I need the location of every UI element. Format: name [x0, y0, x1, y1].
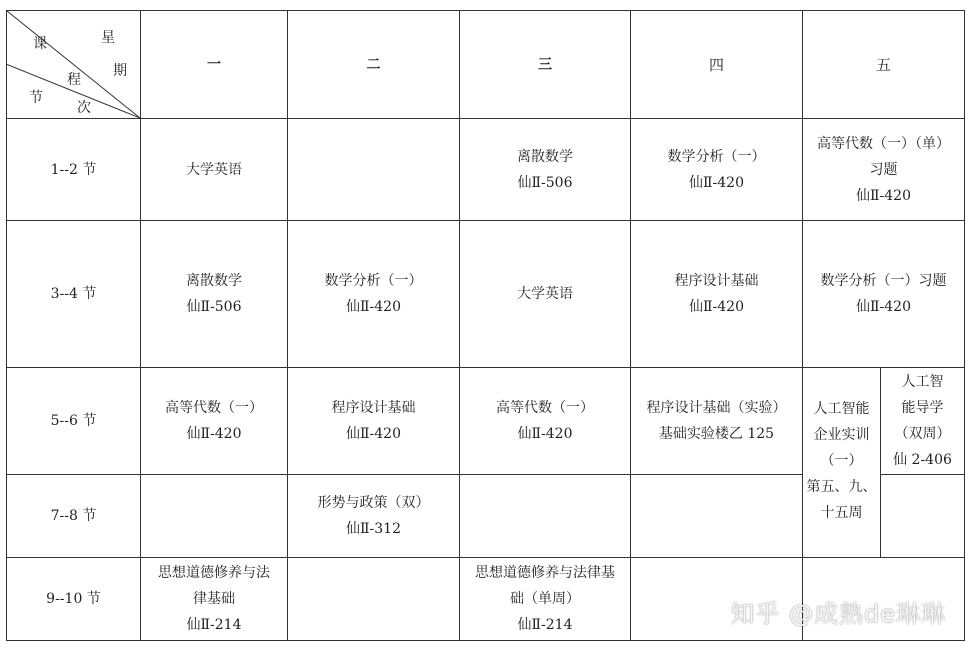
- day-header-wed: 三: [460, 11, 631, 119]
- watermark: 知乎 @成熟de琳琳: [730, 600, 946, 628]
- cell-r1-mon: [141, 119, 288, 221]
- cell-r2-wed: [460, 221, 631, 368]
- cell-text-line: 第五、九、: [806, 479, 877, 495]
- cell-text-line: 仙Ⅱ-420: [346, 426, 401, 442]
- corner-label-qi: 期: [113, 63, 127, 79]
- cell-text-line: 程序设计基础: [331, 400, 416, 416]
- cell-text-line: 数学分析（一）: [324, 273, 423, 289]
- cell-text-line: 仙Ⅱ-420: [517, 426, 573, 442]
- cell-text-line: 础（单周）: [510, 591, 580, 607]
- timetable: [6, 10, 965, 641]
- cell-text-line: 高等代数（一）: [496, 400, 594, 416]
- cell-fri-ai-intro: [881, 368, 965, 475]
- cell-r5-wed: [460, 558, 631, 641]
- cell-text-line: 企业实训: [813, 427, 870, 443]
- period-label-2: 3--4 节: [7, 221, 141, 368]
- cell-r1-tue: [288, 119, 460, 221]
- cell-text-line: 程序设计基础（实验）: [646, 400, 787, 416]
- cell-r5-mon: [141, 558, 288, 641]
- period-label-5: 9--10 节: [7, 558, 141, 641]
- cell-r1-wed: [460, 119, 631, 221]
- corner-header: [7, 11, 141, 119]
- cell-r3-thu: [631, 368, 803, 475]
- corner-label-cheng: 程: [67, 72, 81, 88]
- cell-text-line: 大学英语: [186, 161, 242, 178]
- cell-text-line: 大学英语: [517, 286, 573, 302]
- cell-text-line: 离散数学: [517, 148, 573, 165]
- cell-text-line: 仙Ⅱ-420: [856, 187, 911, 204]
- corner-label-ci: 次: [77, 100, 91, 116]
- day-header-thu: 四: [631, 11, 803, 119]
- cell-text-line: 人工智: [901, 374, 944, 390]
- cell-text-line: 基础实验楼乙 125: [658, 426, 775, 442]
- period-label-4: 7--8 节: [7, 475, 141, 558]
- cell-text-line: 仙Ⅱ-420: [856, 299, 911, 315]
- cell-r4-mon: [141, 475, 288, 558]
- cell-r2-fri: [803, 221, 965, 368]
- cell-text-line: 形势与政策（双）: [317, 495, 430, 511]
- cell-r4-fri-b: [881, 475, 965, 558]
- cell-text-line: 仙Ⅱ-420: [346, 299, 401, 315]
- cell-text-line: 离散数学: [186, 273, 242, 289]
- cell-r4-thu: [631, 475, 803, 558]
- cell-r4-tue: [288, 475, 460, 558]
- cell-fri-ai-training: [803, 368, 881, 558]
- cell-text-line: 程序设计基础: [674, 273, 759, 289]
- cell-r5-tue: [288, 558, 460, 641]
- cell-r1-thu: [631, 119, 803, 221]
- cell-r2-mon: [141, 221, 288, 368]
- corner-label-jie: 节: [29, 90, 43, 106]
- period-label-1: 1--2 节: [7, 119, 141, 221]
- cell-text-line: 高等代数（一）: [165, 400, 263, 416]
- cell-text-line: 仙Ⅱ-312: [346, 521, 401, 537]
- cell-text-line: （双周）: [894, 426, 951, 442]
- cell-r4-wed: [460, 475, 631, 558]
- cell-r2-thu: [631, 221, 803, 368]
- cell-r3-tue: [288, 368, 460, 475]
- cell-text-line: 思想道德修养与法: [158, 565, 270, 581]
- cell-text-line: 能导学: [901, 400, 944, 416]
- cell-text-line: 人工智能: [813, 401, 870, 417]
- cell-text-line: 仙Ⅱ-420: [689, 174, 744, 191]
- cell-text-line: （一）: [820, 453, 863, 469]
- cell-text-line: 数学分析（一）习题: [820, 273, 947, 289]
- cell-text-line: 仙 2-406: [893, 452, 952, 468]
- cell-text-line: 思想道德修养与法律基: [475, 565, 615, 581]
- cell-text-line: 仙Ⅱ-420: [186, 426, 242, 442]
- cell-r1-fri: [803, 119, 965, 221]
- cell-r3-mon: [141, 368, 288, 475]
- cell-r2-tue: [288, 221, 460, 368]
- cell-text-line: 仙Ⅱ-214: [517, 617, 573, 633]
- cell-text-line: 仙Ⅱ-506: [517, 174, 573, 191]
- cell-text-line: 仙Ⅱ-506: [186, 299, 242, 315]
- cell-text-line: 十五周: [820, 505, 863, 521]
- cell-text-line: 习题: [869, 161, 898, 178]
- cell-text-line: 高等代数（一）（单）: [817, 135, 950, 152]
- cell-text-line: 数学分析（一）: [667, 148, 766, 165]
- corner-label-xing: 星: [101, 30, 115, 46]
- corner-label-ke: 课: [33, 36, 47, 52]
- cell-text-line: 仙Ⅱ-214: [186, 617, 242, 633]
- day-header-tue: 二: [288, 11, 460, 119]
- cell-r3-wed: [460, 368, 631, 475]
- cell-text-line: 律基础: [193, 591, 235, 607]
- cell-text-line: 仙Ⅱ-420: [689, 299, 744, 315]
- day-header-mon: 一: [141, 11, 288, 119]
- day-header-fri: 五: [803, 11, 965, 119]
- period-label-3: 5--6 节: [7, 368, 141, 475]
